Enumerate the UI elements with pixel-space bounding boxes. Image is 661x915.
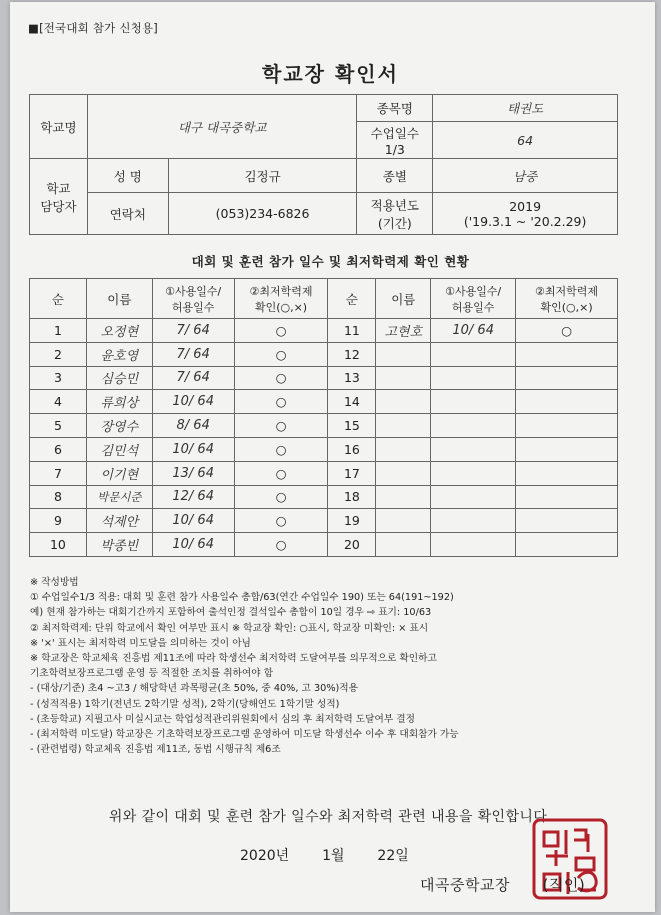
cell-left-check: ○	[234, 509, 328, 533]
cell-right-days	[431, 390, 516, 414]
table-row	[30, 509, 618, 533]
manager-contact-value: (053)234-6826	[168, 193, 357, 235]
note-line: ※ '×' 표시는 최저학력 미도달을 의미하는 것이 아님	[30, 637, 251, 649]
cell-right-name	[376, 437, 431, 461]
note-line: - (초등학교) 지필고사 미실시교는 학업성적관리위원회에서 심의 후 최저학력 도달여부 결정	[30, 713, 416, 725]
cell-right-check	[516, 390, 618, 414]
cell-left-no: 7	[30, 461, 87, 485]
cell-left-no: 5	[30, 414, 87, 438]
note-line: - (대상/기준) 초4 ~고3 / 해당학년 과목평균(초 50%, 중 40%, 고 30%)적용	[30, 683, 359, 695]
date-day: 22일	[377, 848, 409, 864]
cell-left-check: ○	[234, 414, 328, 438]
table-row	[30, 485, 618, 509]
participation-table	[29, 278, 618, 557]
cell-right-no: 14	[328, 390, 376, 414]
cell-right-name	[376, 414, 431, 438]
header-check: ②최저학력제 확인(○,×)	[234, 279, 328, 319]
cell-left-no: 8	[30, 485, 87, 509]
header-no: 순	[328, 279, 376, 319]
header-name: 이름	[86, 279, 152, 319]
principal-title: 대곡중학교장	[420, 876, 510, 894]
cell-left-days: 7/ 64	[152, 366, 234, 390]
cell-right-name	[376, 509, 431, 533]
school-value: 대구 대곡중학교	[87, 95, 357, 159]
table-row	[30, 414, 618, 438]
cell-right-no: 16	[328, 437, 376, 461]
cell-right-check	[516, 342, 618, 366]
cell-left-check: ○	[234, 461, 328, 485]
gender-label: 종별	[357, 159, 433, 193]
table-row	[30, 437, 618, 461]
cell-left-name: 석제안	[86, 509, 152, 533]
note-line: ② 최저학력제: 단위 학교에서 확인 여부만 표시 ※ 학교장 확인: ○표시, 학교장 미확인: × 표시	[30, 622, 429, 634]
document-title: 학교장 확인서	[262, 62, 399, 86]
event-label: 종목명	[357, 95, 433, 122]
cell-left-days: 12/ 64	[152, 485, 234, 509]
cell-right-days	[431, 437, 516, 461]
cell-right-no: 17	[328, 461, 376, 485]
cell-left-no: 10	[30, 533, 87, 557]
gender-value: 남중	[433, 159, 618, 193]
cell-right-check	[516, 366, 618, 390]
cell-right-days: 10/ 64	[431, 319, 516, 343]
cell-right-check	[516, 461, 618, 485]
cell-right-no: 19	[328, 509, 376, 533]
cell-left-name: 박종빈	[86, 533, 152, 557]
cell-right-check	[516, 485, 618, 509]
cell-right-check	[516, 533, 618, 557]
cell-right-no: 11	[328, 319, 376, 343]
header-name: 이름	[376, 279, 431, 319]
note-line: - (최저학력 미도달) 학교장은 기초학력보장프로그램 운영하여 미도달 학생선수 이수 후 대회참가 가능	[30, 729, 459, 741]
school-label: 학교명	[30, 95, 88, 159]
cell-right-no: 20	[328, 533, 376, 557]
cell-right-check: ○	[516, 319, 618, 343]
school-days-value: 64	[433, 122, 618, 159]
confirmation-text: 위와 같이 대회 및 훈련 참가 일수와 최저학력 관련 내용을 확인합니다.	[108, 809, 553, 825]
section-title: 대회 및 훈련 참가 일수 및 최저학력제 확인 현황	[191, 254, 470, 269]
note-line: ※ 작성방법	[30, 577, 79, 588]
cell-left-days: 7/ 64	[152, 342, 234, 366]
cell-right-no: 13	[328, 366, 376, 390]
manager-name-label: 성 명	[87, 159, 168, 193]
cell-left-no: 1	[30, 319, 87, 343]
cell-right-name: 고현호	[376, 319, 431, 343]
cell-left-no: 4	[30, 390, 87, 414]
cell-right-name	[376, 533, 431, 557]
cell-left-name: 이기현	[86, 461, 152, 485]
cell-left-days: 7/ 64	[152, 319, 234, 343]
cell-left-days: 10/ 64	[152, 437, 234, 461]
principal-signature	[420, 874, 585, 895]
header-no: 순	[30, 279, 87, 319]
cell-left-check: ○	[234, 390, 328, 414]
cell-right-check	[516, 509, 618, 533]
table-row	[30, 461, 618, 485]
cell-left-days: 10/ 64	[152, 509, 234, 533]
note-line: ※ 학교장은 학교체육 진흥법 제11조에 따라 학생선수 최저학력 도달여부를 의무적으로 확인하고	[30, 653, 437, 665]
form-type-label: ■[전국대회 참가 신청용]	[28, 21, 158, 35]
cell-left-no: 3	[30, 366, 87, 390]
school-info-table	[29, 94, 618, 235]
table-row	[30, 390, 618, 414]
cell-left-no: 9	[30, 509, 87, 533]
manager-name-value: 김정규	[168, 159, 357, 193]
cell-left-days: 10/ 64	[152, 390, 234, 414]
table-row	[30, 319, 618, 343]
cell-left-name: 장영수	[86, 414, 152, 438]
year-label: 적용년도 (기간)	[357, 193, 433, 235]
cell-right-days	[431, 342, 516, 366]
cell-right-name	[376, 366, 431, 390]
note-line: 예) 현재 참가하는 대회기간까지 포함하여 출석인정 결석일수 총합이 10일 경우 ⇨ 표기: 10/63	[30, 607, 432, 619]
cell-right-days	[431, 509, 516, 533]
cell-left-name: 윤호영	[86, 342, 152, 366]
cell-left-name: 오정현	[86, 319, 152, 343]
table-row	[30, 342, 618, 366]
cell-right-no: 15	[328, 414, 376, 438]
cell-left-no: 6	[30, 437, 87, 461]
cell-right-name	[376, 461, 431, 485]
seal-mark: (직인)	[542, 876, 586, 894]
cell-right-check	[516, 414, 618, 438]
cell-left-check: ○	[234, 366, 328, 390]
cell-right-days	[431, 461, 516, 485]
header-check: ②최저학력제 확인(○,×)	[516, 279, 618, 319]
cell-right-no: 12	[328, 342, 376, 366]
table-row	[30, 533, 618, 557]
cell-right-days	[431, 414, 516, 438]
writing-instructions	[30, 575, 630, 757]
date-year: 2020년	[240, 848, 290, 864]
note-line: - (성적적용) 1학기(전년도 2학기말 성적), 2학기(당해연도 1학기말 성적)	[30, 698, 340, 710]
cell-left-days: 10/ 64	[152, 533, 234, 557]
cell-left-check: ○	[234, 319, 328, 343]
note-line: - (관련법령) 학교체육 진흥법 제11조, 동법 시행규칙 제6조	[30, 744, 281, 756]
cell-right-name	[376, 485, 431, 509]
event-value: 태권도	[433, 95, 618, 122]
cell-right-name	[376, 390, 431, 414]
cell-right-no: 18	[328, 485, 376, 509]
school-days-label: 수업일수 1/3	[357, 122, 433, 159]
cell-left-no: 2	[30, 342, 87, 366]
cell-left-days: 13/ 64	[152, 461, 234, 485]
cell-right-name	[376, 342, 431, 366]
note-line: ① 수업일수1/3 적용: 대회 및 훈련 참가 사용일수 총합/63(연간 수업일수 190) 또는 64(191~192)	[30, 592, 454, 604]
cell-left-name: 박문시준	[86, 485, 152, 509]
cell-left-name: 류희상	[86, 390, 152, 414]
cell-left-check: ○	[234, 485, 328, 509]
cell-right-check	[516, 437, 618, 461]
note-line: 기초학력보장프로그램 운영 등 적절한 조치를 취하여야 함	[30, 668, 274, 680]
cell-right-days	[431, 366, 516, 390]
cell-left-check: ○	[234, 342, 328, 366]
cell-right-days	[431, 533, 516, 557]
cell-left-name: 김민석	[86, 437, 152, 461]
manager-label: 학교 담당자	[30, 159, 88, 235]
cell-left-check: ○	[234, 533, 328, 557]
manager-contact-label: 연락처	[87, 193, 168, 235]
header-days: ①사용일수/ 허용일수	[431, 279, 516, 319]
cell-left-name: 심승민	[86, 366, 152, 390]
year-value: 2019 ('19.3.1 ~ '20.2.29)	[433, 193, 618, 235]
issue-date	[240, 845, 409, 865]
cell-right-days	[431, 485, 516, 509]
cell-left-check: ○	[234, 437, 328, 461]
table-row	[30, 366, 618, 390]
cell-left-days: 8/ 64	[152, 414, 234, 438]
date-month: 1월	[322, 848, 345, 864]
header-days: ①사용일수/ 허용일수	[152, 279, 234, 319]
